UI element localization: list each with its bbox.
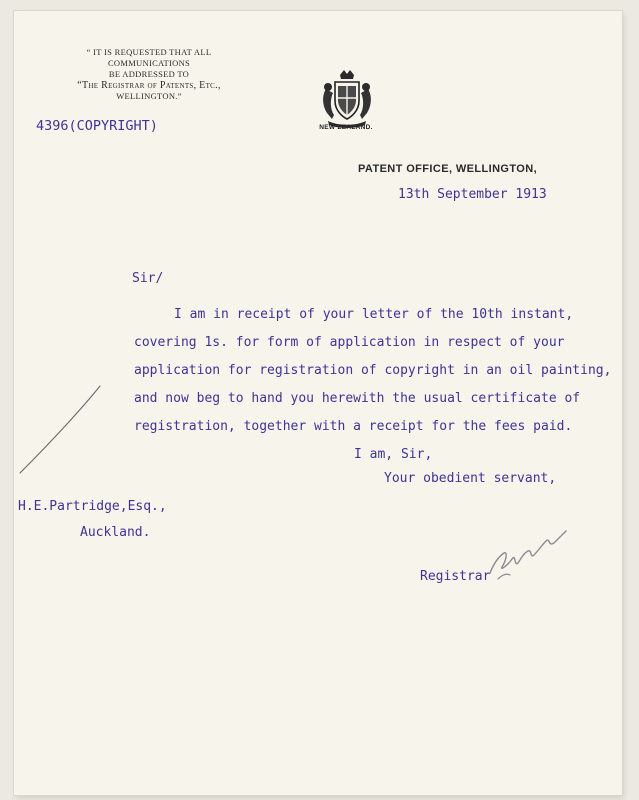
pencil-mark <box>14 11 134 491</box>
body-line: I am in receipt of your letter of the 10th instant, <box>174 307 574 322</box>
notice-line: “ IT IS REQUESTED THAT ALL <box>86 47 212 57</box>
letter-body <box>134 301 611 441</box>
letter-sheet <box>14 11 622 795</box>
body-line: and now beg to hand you herewith the usual certificate of <box>134 391 581 406</box>
body-line: covering 1s. for form of application in respect of your <box>134 335 565 350</box>
addressee-name: H.E.Partridge,Esq., <box>18 499 167 514</box>
body-line: application for registration of copyright in an oil painting, <box>134 363 612 378</box>
closing-line-2: Your obedient servant, <box>384 471 557 486</box>
crest-label: NEW ZEALAND. <box>319 124 373 131</box>
signature-mark <box>484 523 574 583</box>
notice-line: “The Registrar of Patents, Etc., <box>77 80 221 91</box>
reference-number: 4396(COPYRIGHT) <box>36 118 158 134</box>
notice-line: WELLINGTON.” <box>116 91 182 101</box>
notice-line: BE ADDRESSED TO <box>108 69 190 79</box>
letter-date: 13th September 1913 <box>398 187 547 202</box>
notice-line: COMMUNICATIONS <box>107 58 191 68</box>
closing-line-1: I am, Sir, <box>354 447 433 462</box>
addressee-city: Auckland. <box>80 525 151 540</box>
office-name: PATENT OFFICE, WELLINGTON, <box>358 163 538 175</box>
body-line: registration, together with a receipt for the fees paid. <box>134 419 573 434</box>
salutation: Sir/ <box>132 271 164 286</box>
signatory-title: Registrar <box>420 569 491 584</box>
